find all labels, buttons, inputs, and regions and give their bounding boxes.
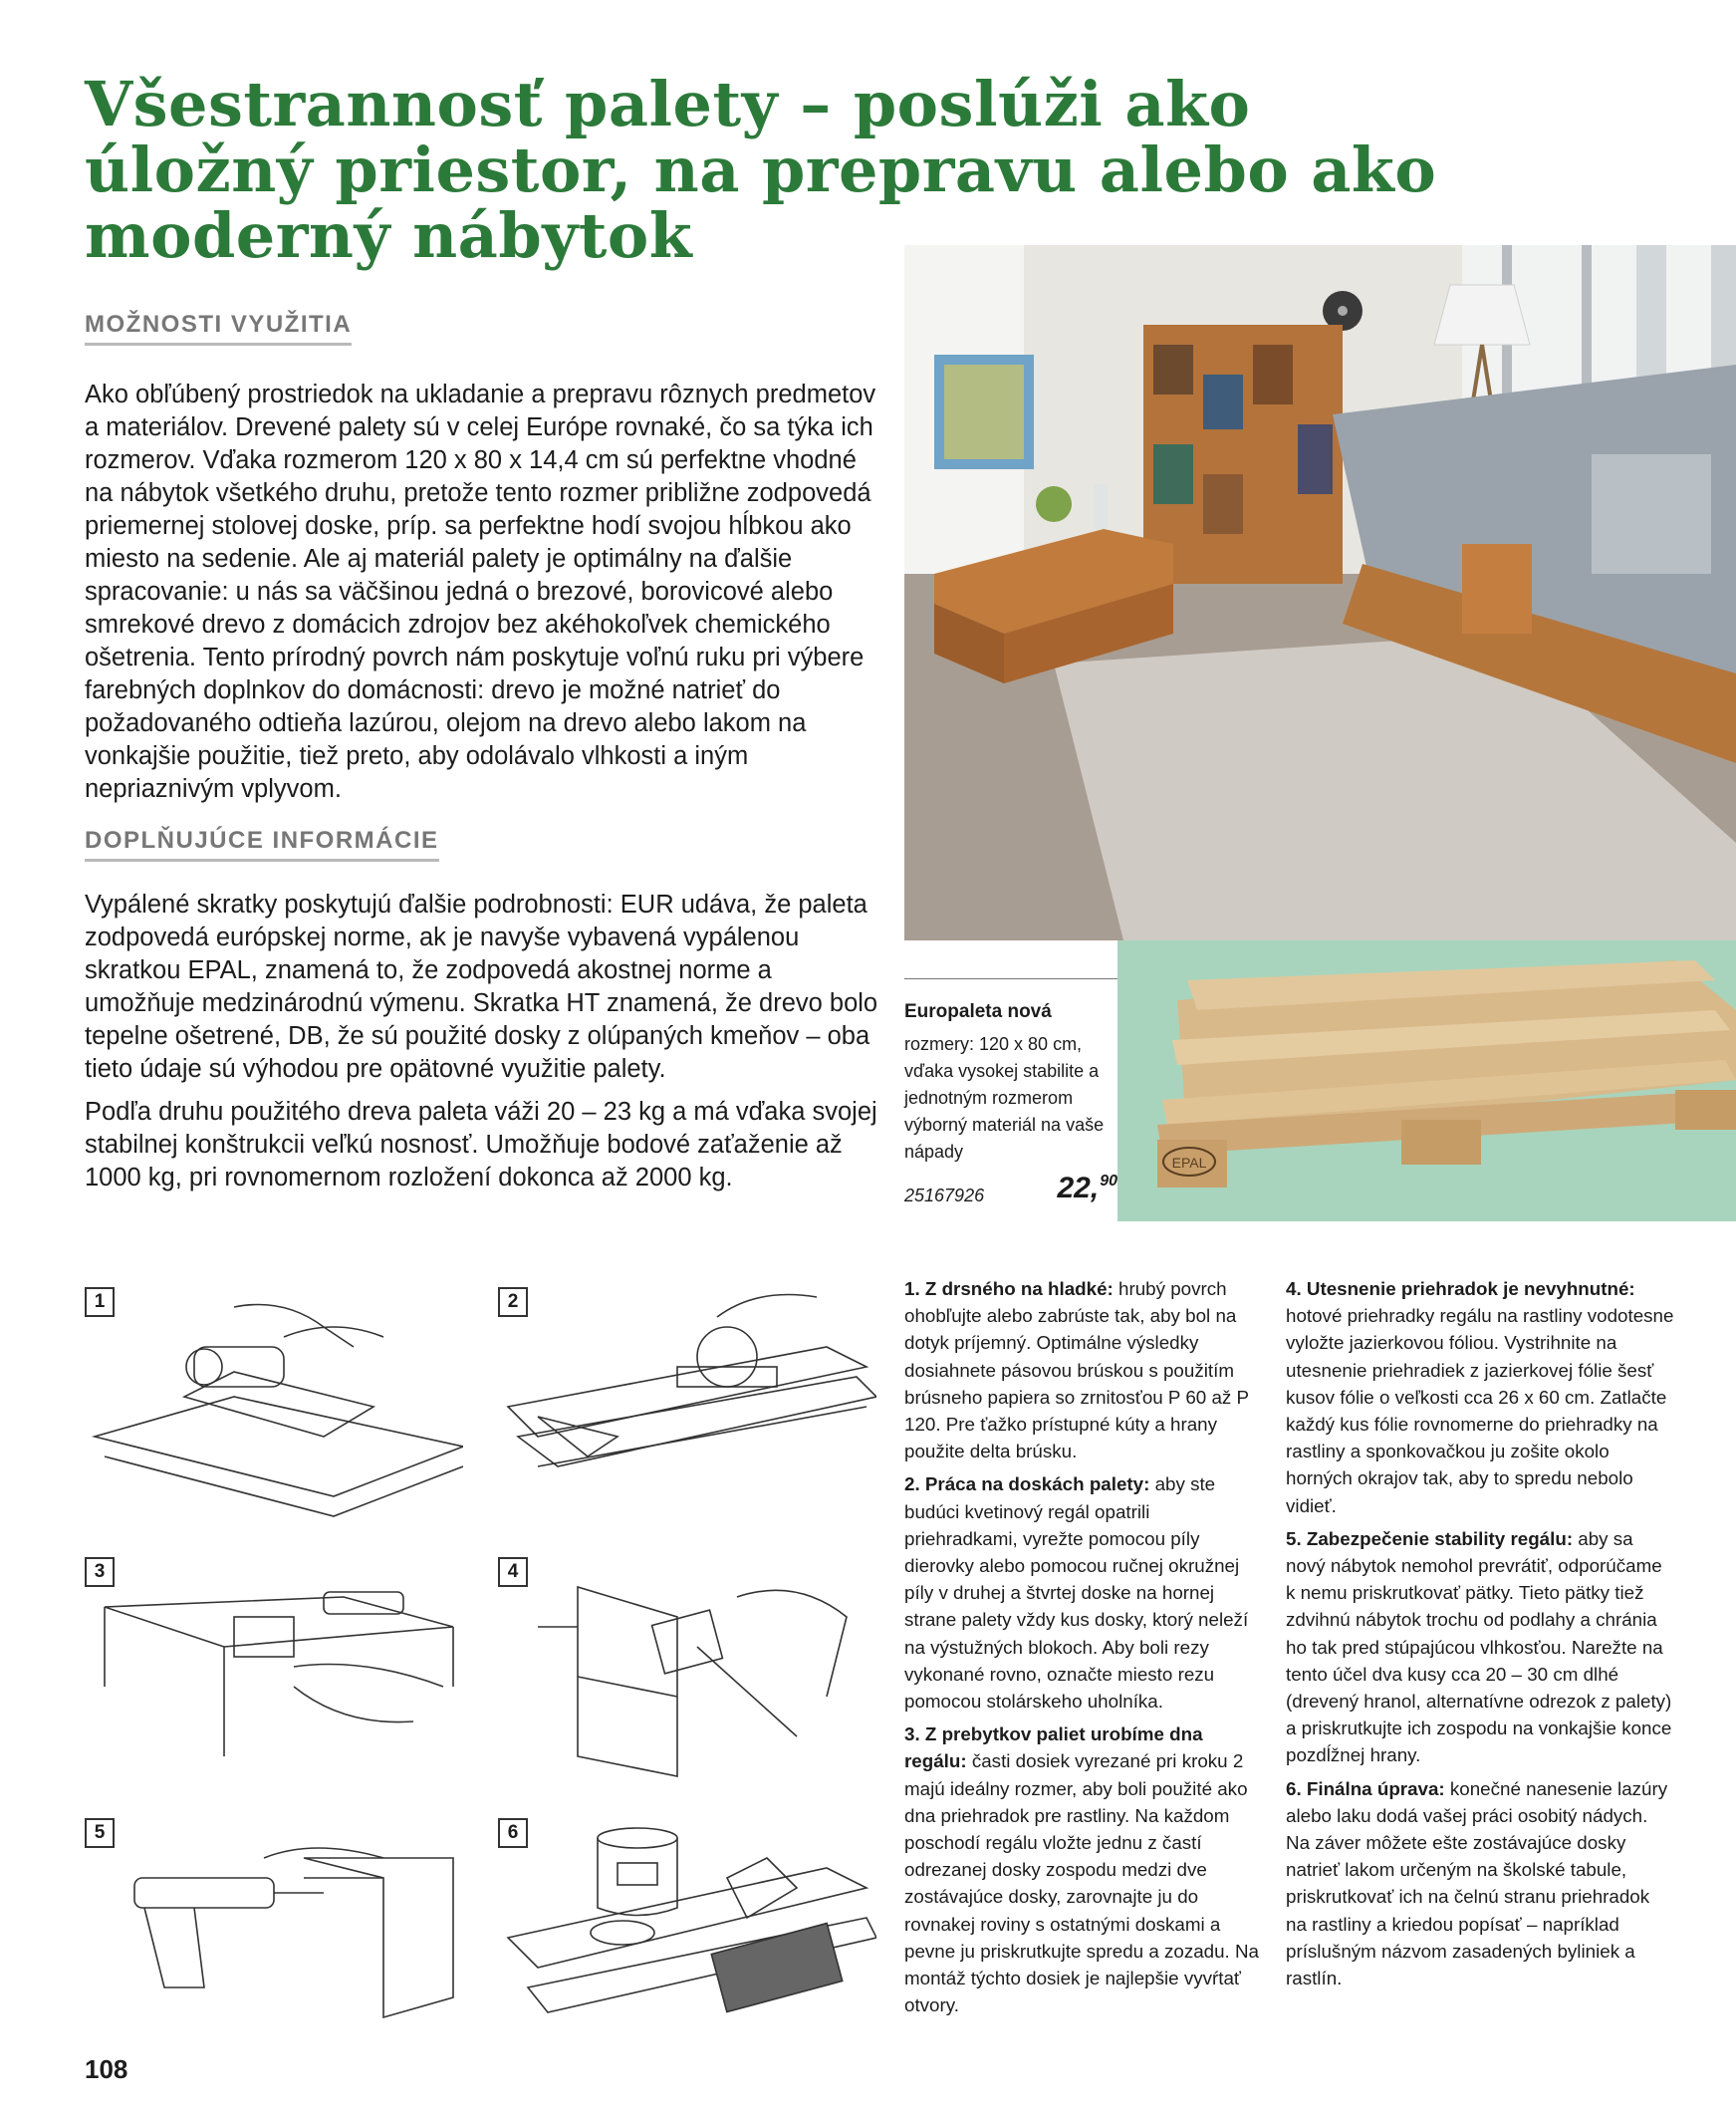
product-code: 25167926 (904, 1186, 985, 1205)
illustration-number: 3 (85, 1557, 115, 1587)
page-number: 108 (85, 2054, 128, 2084)
illustration-step-5 (85, 1818, 463, 2062)
step-title: 6. Finálna úprava: (1286, 1777, 1445, 1799)
product-info (904, 978, 1117, 1211)
stapler-drawing (498, 1557, 876, 1801)
page-title: Všestrannosť palety – poslúži ako úložný priestor, na prepravu alebo ako moderný nábytok (85, 68, 1437, 272)
illustration-number: 5 (85, 1818, 115, 1848)
section-heading-uses: MOŽNOSTI VYUŽITIA (85, 311, 352, 346)
info-paragraph-1: Vypálené skratky poskytujú ďalšie podrobnosti: EUR udáva, že paleta zodpovedá európskej norme, ak je navyše vybavená vypálenou skratkou EPAL, znamená to, že zodpovedá akostnej norme a umožňuje medzinárodnú výmenu. Skratka HT znamená, že drevo bolo tepelne ošetrené, DB, že sú použité dosky z olúpaných kmeňov – oba tieto údaje sú výhodou pre opätovné využitie palety. (85, 891, 878, 1083)
step-text: hrubý povrch ohobľujte alebo zabrúste tak, aby bol na dotyk príjemný. Optimálne výsledky dosiahnete pásovou brúskou s použitím brúsneho papiera so zrnitosťou P 60 až P 120. Pre ťažko prístupné kúty a hrany použite delta brúsku. (904, 1278, 1249, 1462)
pallet-photo (1117, 940, 1736, 1221)
illustration-number: 2 (498, 1287, 528, 1317)
step-5 (1286, 1525, 1674, 1769)
illustration-number: 6 (498, 1818, 528, 1848)
illustration-number: 4 (498, 1557, 528, 1587)
step-text: časti dosiek vyrezané pri kroku 2 majú ideálny rozmer, aby boli použité ako dna priehradok pre rastliny. Na každom poschodí regálu vložte jednu z častí odrezanej dosky zospodu medzi dve zostávajúce dosky, zarovnajte ju do rovnakej roviny s ostatnými doskami a pevne ju priskrutkujte spredu a zozadu. Na montáž týchto dosiek je najlepšie vyvŕtať otvory. (904, 1750, 1260, 2016)
painting-drawing (498, 1818, 876, 2062)
step-text: konečné nanesenie lazúry alebo laku dodá vašej práci osobitý nádych. Na záver môžete ešte zostávajúce dosky natrieť lakom určeným na školské tabule, priskrutkovať ich na čelnú stranu priehradok na rastliny a kriedou popísať – napríklad príslušným názvom zasadených byliniek a rastlín. (1286, 1777, 1668, 1989)
product-name: Europaleta nová (904, 1001, 1052, 1022)
steps-column-left (904, 1275, 1268, 2024)
pallet-illustration (1117, 940, 1736, 1221)
product-price (1057, 1172, 1117, 1205)
step-title: 2. Práca na doskách palety: (904, 1473, 1150, 1495)
living-room-illustration (904, 245, 1736, 940)
epal-stamp: EPAL (1171, 1155, 1207, 1171)
step-4 (1286, 1275, 1674, 1519)
uses-text-block (85, 379, 881, 816)
step-text: aby sa nový nábytok nemohol prevrátiť, odporúčame k nemu priskrutkovať pätky. Tieto pätky tiež zdvihnú nábytok trochu od podlahy a chránia ho tak pred stúpajúcou vlhkosťou. Narežte na tento účel dva kusy cca 20 – 30 cm dlhé (drevený hranol, alternatívne odrezok z palety) a priskrutkujte ich zospodu na vonkajšie konce pozdĺžnej hrany. (1286, 1527, 1672, 1766)
step-3 (904, 1720, 1268, 2018)
step-2 (904, 1470, 1268, 1715)
product-price-row (904, 1172, 1117, 1211)
info-paragraph-2: Podľa druhu použitého dreva paleta váži 20 – 23 kg a má vďaka svojej stabilnej konštrukcii veľkú nosnosť. Umožňuje bodové zaťaženie až 1000 kg, pri rovnomernom rozložení dokonca až 2000 kg. (85, 1098, 877, 1191)
screwing-drawing (85, 1818, 463, 2062)
illustration-step-6 (498, 1818, 876, 2062)
uses-paragraph: Ako obľúbený prostriedok na ukladanie a prepravu rôznych predmetov a materiálov. Drevené palety sú v celej Európe rovnaké, čo sa týka ich rozmerov. Vďaka rozmerom 120 x 80 x 14,4 cm sú perfektne vhodné na nábytok všetkého druhu, pretože tento rozmer približne zodpovedá priemernej stolovej doske, príp. sa perfektne hodí svojou hĺbkou ako miesto na sedenie. Ale aj materiál palety je optimálny na ďalšie spracovanie: u nás sa väčšinou jedná o brezové, borovicové alebo smrekové drevo z domácich zdrojov bez akéhokoľvek chemického ošetrenia. Tento prírodný povrch nám poskytuje voľnú ruku pri výbere farebných doplnkov do domácnosti: drevo je možné natrieť do požadovaného odtieňa lazúrou, olejom na drevo alebo lakom na vonkajšie použitie, tiež preto, aby odolávalo vlhkosti a iným nepriaznivým vplyvom. (85, 381, 876, 803)
section-heading-info: DOPLŇUJÚCE INFORMÁCIE (85, 827, 439, 862)
illustration-step-1 (85, 1287, 463, 1531)
step-6 (1286, 1775, 1674, 1992)
product-description: rozmery: 120 x 80 cm, vďaka vysokej stabilite a jednotným rozmerom výborný materiál na vaše nápady (904, 1034, 1105, 1162)
sanding-drawing (85, 1287, 463, 1531)
step-1 (904, 1275, 1268, 1464)
drilling-drawing (85, 1557, 463, 1801)
price-main: 22, (1057, 1172, 1100, 1204)
illustration-number: 1 (85, 1287, 115, 1317)
step-title: 4. Utesnenie priehradok je nevyhnutné: (1286, 1278, 1635, 1299)
product-divider (904, 978, 1117, 979)
illustration-step-2 (498, 1287, 876, 1531)
info-text-block (85, 889, 881, 1204)
step-text: hotové priehradky regálu na rastliny vodotesne vyložte jazierkovou fóliou. Vystrihnite na utesnenie priehradiek z jazierkovej fólie šesť kusov fólie o veľkosti cca 26 x 60 cm. Zatlačte každý kus fólie rovnomerne do priehradky na rastliny a sponkovačkou ju zošite okolo horných okrajov tak, aby to spredu nebolo vidieť. (1286, 1305, 1674, 1516)
steps-column-right (1286, 1275, 1674, 1997)
step-title: 3. Z prebytkov paliet urobíme dna regálu: (904, 1723, 1203, 1772)
price-cents: 90 (1100, 1173, 1117, 1190)
illustration-step-4 (498, 1557, 876, 1801)
illustration-step-3 (85, 1557, 463, 1801)
step-title: 5. Zabezpečenie stability regálu: (1286, 1527, 1574, 1549)
step-text: aby ste budúci kvetinový regál opatrili priehradkami, vyrežte pomocou píly dierovky alebo pomocou ručnej okružnej píly v druhej a štvrtej doske na hornej strane palety vždy kus dosky, ktorý neleží na výstužných blokoch. Aby boli rezy vykonané rovno, označte miesto rezu pomocou stolárskeho uholníka. (904, 1473, 1249, 1713)
living-room-photo (904, 245, 1736, 940)
step-title: 1. Z drsného na hladké: (904, 1278, 1114, 1299)
circular-saw-drawing (498, 1287, 876, 1531)
